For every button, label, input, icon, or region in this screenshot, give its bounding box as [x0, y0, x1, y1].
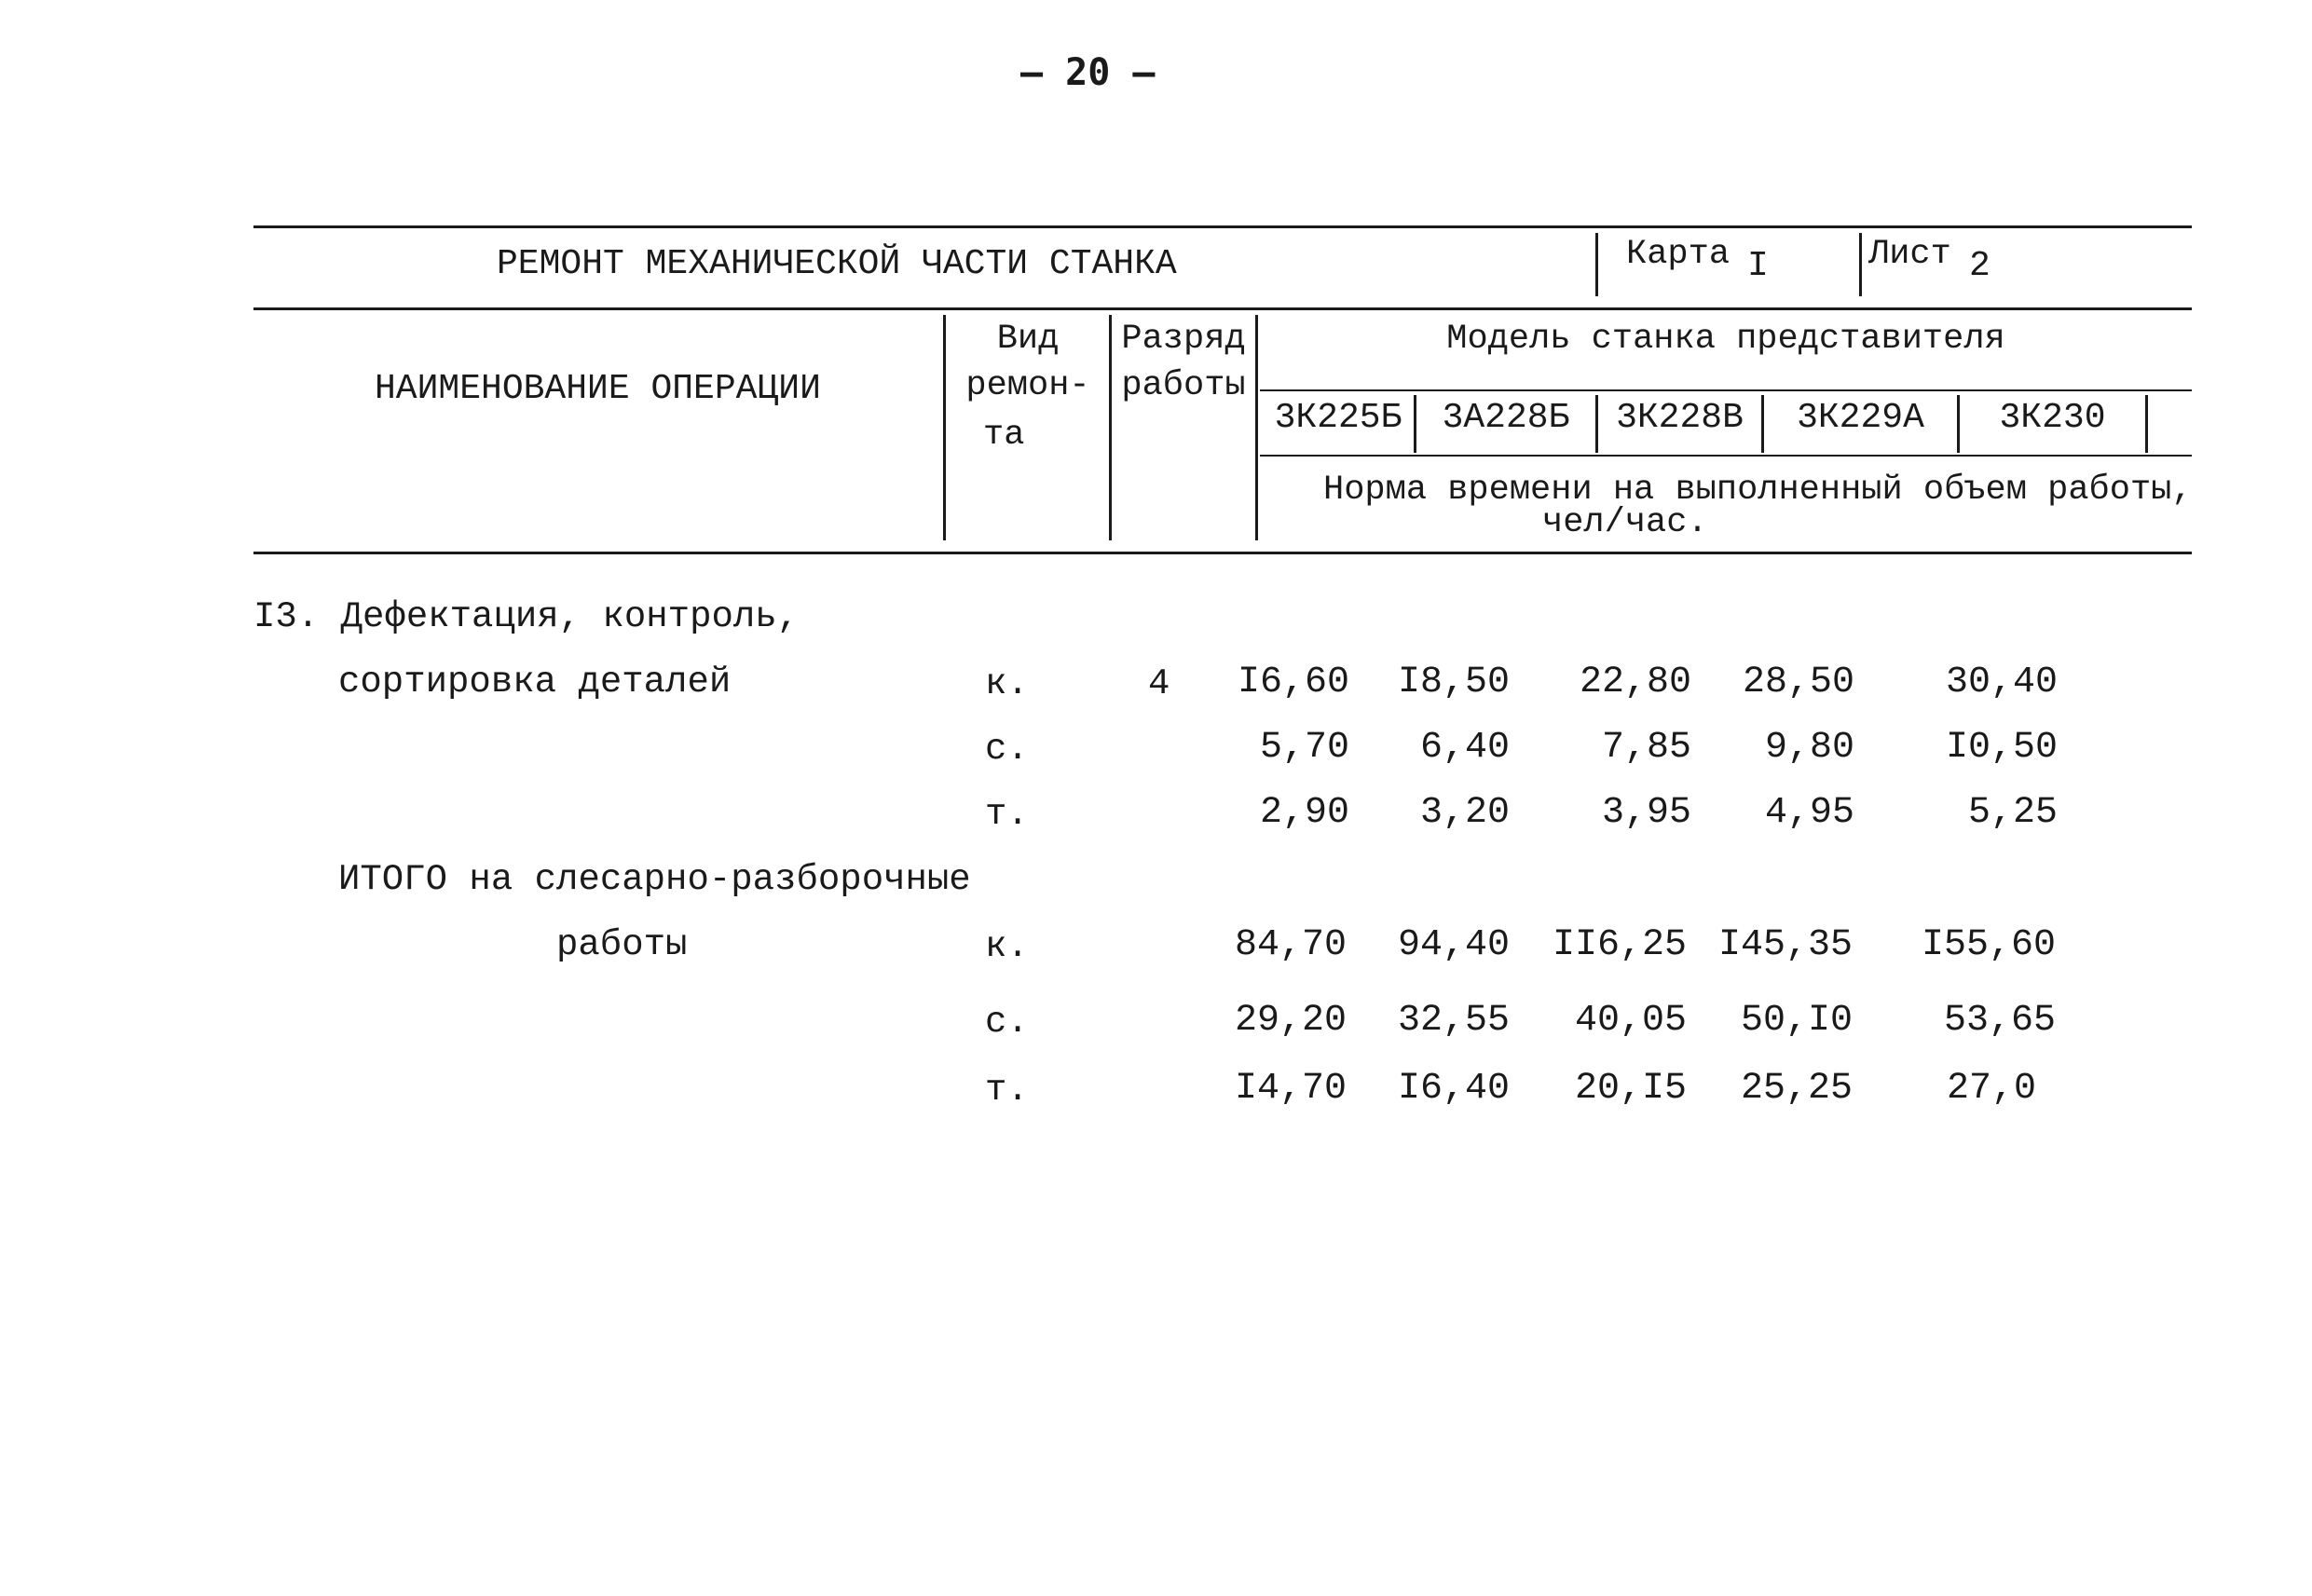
- repair-type: с.: [985, 1002, 1029, 1043]
- norm-value: 3,20: [1419, 792, 1510, 834]
- model-code-3: 3К228В: [1616, 398, 1744, 438]
- operation-name: сортировка деталей: [338, 662, 732, 703]
- norm-value: 29,20: [1234, 1000, 1347, 1042]
- norm-value: 4,95: [1764, 792, 1854, 834]
- operation-name: работы: [556, 924, 688, 965]
- norm-value: 2,90: [1259, 792, 1349, 834]
- norm-value: 84,70: [1234, 924, 1347, 966]
- norm-value: I4,70: [1234, 1068, 1347, 1110]
- norm-value: 20,I5: [1574, 1068, 1687, 1110]
- norm-value: 5,25: [1967, 792, 2058, 834]
- norm-value: 5,70: [1259, 727, 1349, 769]
- norm-value: 28,50: [1742, 662, 1854, 703]
- repair-type: т.: [985, 794, 1029, 835]
- norm-value: 32,55: [1397, 1000, 1510, 1042]
- norm-value: 30,40: [1945, 662, 2058, 703]
- norm-value: 40,05: [1574, 1000, 1687, 1042]
- norm-value: 25,25: [1740, 1068, 1853, 1110]
- model-codes-rule: [1260, 455, 2192, 457]
- title-divider-1: [1595, 233, 1598, 296]
- norm-value: 27,0: [1946, 1068, 2036, 1110]
- repair-type: к.: [985, 663, 1029, 704]
- norm-header-line-2: чел/час.: [1542, 503, 1708, 542]
- repair-type: с.: [985, 729, 1029, 770]
- page-number: – 20 –: [1020, 51, 1156, 94]
- model-code-5: 3К230: [1999, 398, 2106, 438]
- norm-value: I8,50: [1397, 662, 1510, 703]
- karta-value: I: [1747, 246, 1769, 286]
- repair-type: к.: [985, 926, 1029, 967]
- model-group-header: Модель станка представителя: [1446, 320, 2005, 359]
- norm-value: II6,25: [1552, 924, 1687, 966]
- col-divider-grade: [1109, 315, 1112, 540]
- model-code-1: 3К225Б: [1274, 398, 1402, 438]
- repair-type: т.: [985, 1070, 1029, 1111]
- col-divider-models: [1255, 315, 1258, 540]
- norm-value: 50,I0: [1740, 1000, 1853, 1042]
- norm-value: I6,60: [1237, 662, 1349, 703]
- norm-value: 53,65: [1943, 1000, 2056, 1042]
- repair-type-header-1: Вид: [996, 320, 1060, 359]
- norm-header-line-1: Норма времени на выполненный объем работы,: [1323, 471, 2193, 510]
- title-divider-2: [1859, 233, 1862, 296]
- norm-value: 9,80: [1764, 727, 1854, 769]
- operation-name: ИТОГО на слесарно-разборочные: [338, 859, 971, 900]
- norm-value: 6,40: [1419, 727, 1510, 769]
- col-divider-type: [943, 315, 946, 540]
- card-title: РЕМОНТ МЕХАНИЧЕСКОЙ ЧАСТИ СТАНКА: [497, 244, 1177, 284]
- repair-type-header-2: ремон-: [965, 366, 1090, 405]
- model-header-rule: [1260, 389, 2192, 391]
- list-label: Лист: [1868, 235, 1951, 274]
- list-value: 2: [1969, 246, 1991, 286]
- header-top-rule: [253, 225, 2192, 228]
- grade-header-2: работы: [1121, 366, 1246, 405]
- header-rule-2: [253, 307, 2192, 310]
- grade-header-1: Разряд: [1121, 320, 1246, 359]
- repair-type-header-3: та: [983, 416, 1025, 455]
- norm-value: I55,60: [1921, 924, 2056, 966]
- header-bottom-rule: [253, 552, 2192, 554]
- model-code-4: 3К229А: [1797, 398, 1924, 438]
- model-code-2: 3А228Б: [1442, 398, 1570, 438]
- operation-header: НАИМЕНОВАНИЕ ОПЕРАЦИИ: [375, 369, 821, 409]
- norm-value: I6,40: [1397, 1068, 1510, 1110]
- norm-value: 7,85: [1601, 727, 1691, 769]
- norm-value: 94,40: [1397, 924, 1510, 966]
- grade: 4: [1148, 663, 1170, 704]
- norm-value: 22,80: [1579, 662, 1691, 703]
- karta-label: Карта: [1626, 235, 1731, 274]
- model-divider-5: [2145, 395, 2148, 453]
- norm-value: 3,95: [1601, 792, 1691, 834]
- norm-value: I45,35: [1717, 924, 1853, 966]
- operation-name: I3. Дефектация, контроль,: [253, 596, 800, 637]
- norm-value: I0,50: [1945, 727, 2058, 769]
